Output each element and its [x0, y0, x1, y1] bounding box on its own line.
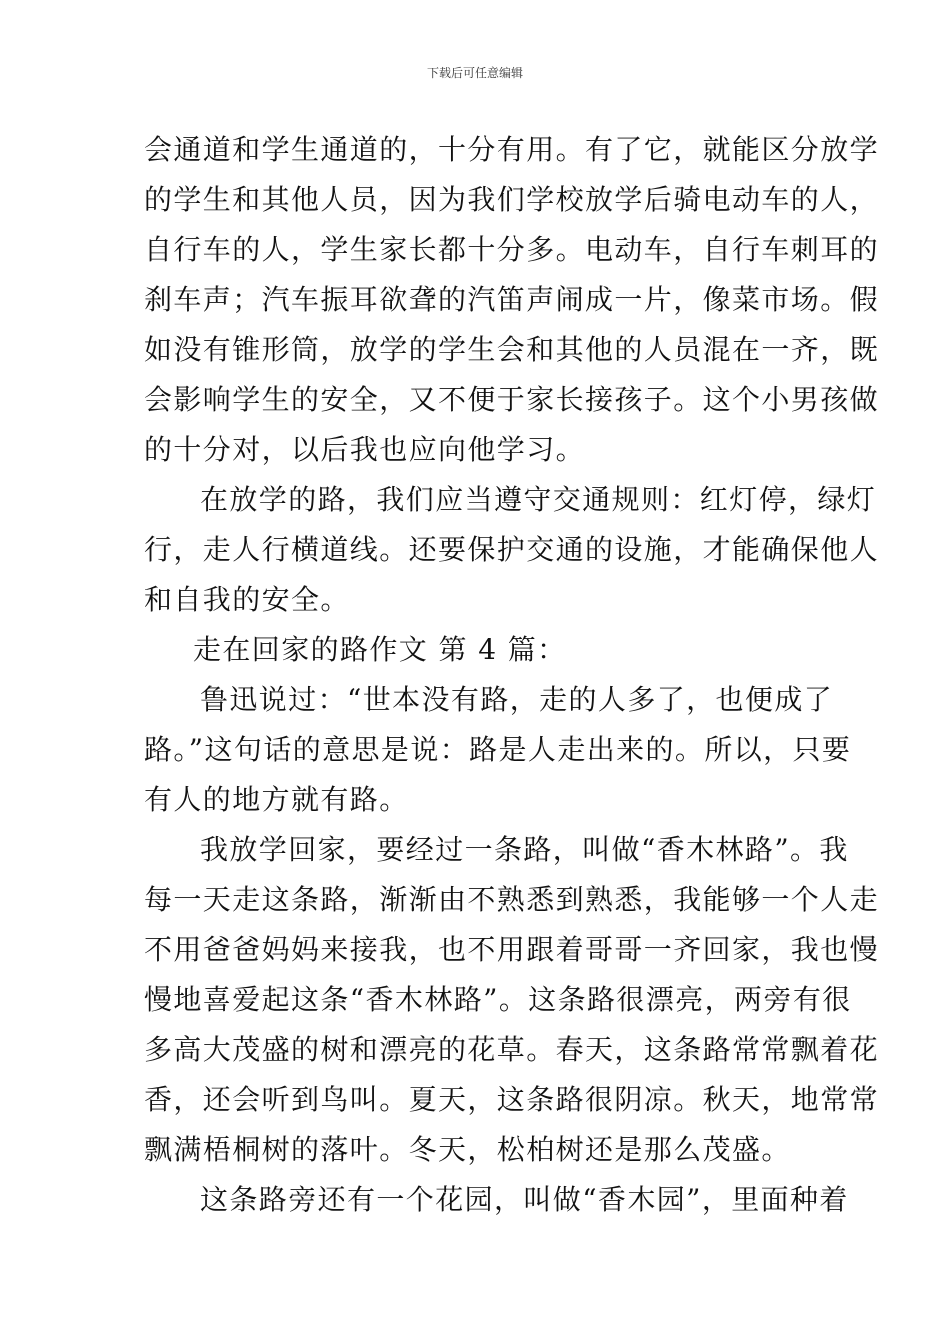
text-line: 的学生和其他人员，因为我们学校放学后骑电动车的人，	[144, 183, 880, 216]
text-line: 刹车声；汽车振耳欲聋的汽笛声闹成一片，像菜市场。假	[144, 283, 880, 316]
text-line: 不用爸爸妈妈来接我，也不用跟着哥哥一齐回家，我也慢	[144, 933, 880, 966]
text-line: 多高大茂盛的树和漂亮的花草。春天，这条路常常飘着花	[144, 1033, 880, 1066]
text-line: 的十分对，以后我也应向他学习。	[144, 433, 586, 466]
text-line: 和自我的安全。	[144, 583, 350, 616]
text-line: 飘满梧桐树的落叶。冬天，松柏树还是那么茂盛。	[144, 1133, 791, 1166]
text-line: 会影响学生的安全，又不便于家长接孩子。这个小男孩做	[144, 383, 880, 416]
text-line: 行，走人行横道线。还要保护交通的设施，才能确保他人	[144, 533, 880, 566]
text-line: 香，还会听到鸟叫。夏天，这条路很阴凉。秋天，地常常	[144, 1083, 880, 1116]
text-line: 有人的地方就有路。	[144, 783, 409, 816]
paragraph-first-line: 在放学的路，我们应当遵守交通规则：红灯停，绿灯	[200, 483, 877, 516]
section-heading: 走在回家的路作文 第 4 篇：	[193, 633, 567, 666]
page-header: 下载后可任意编辑	[426, 66, 523, 80]
text-line: 路。”这句话的意思是说：路是人走出来的。所以，只要	[144, 733, 852, 766]
paragraph-first-line: 我放学回家，要经过一条路，叫做“香木林路”。我	[200, 833, 849, 866]
text-line: 会通道和学生通道的，十分有用。有了它，就能区分放学	[144, 133, 880, 166]
text-line: 慢地喜爱起这条“香木林路”。这条路很漂亮，两旁有很	[144, 983, 852, 1016]
text-line: 每一天走这条路，渐渐由不熟悉到熟悉，我能够一个人走	[144, 883, 880, 916]
paragraph-first-line: 鲁迅说过：“世本没有路，走的人多了，也便成了	[200, 683, 834, 716]
paragraph-first-line: 这条路旁还有一个花园，叫做“香木园”，里面种着	[200, 1183, 849, 1216]
text-line: 自行车的人，学生家长都十分多。电动车，自行车刺耳的	[144, 233, 880, 266]
text-line: 如没有锥形筒，放学的学生会和其他的人员混在一齐，既	[144, 333, 880, 366]
